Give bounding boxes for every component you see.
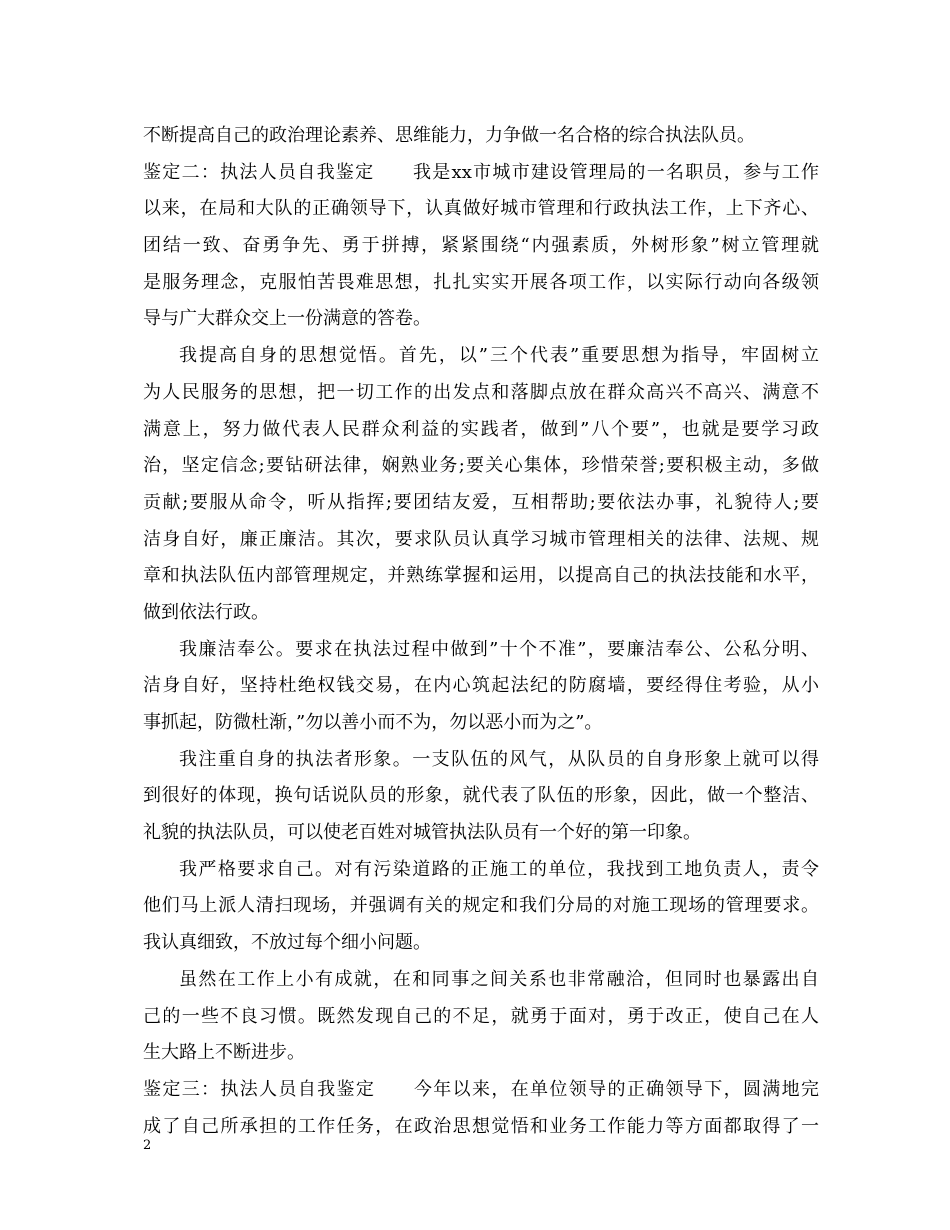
text-line: 虽然在工作上小有成就，在和同事之间关系也非常融洽，但同时也暴露出自 bbox=[179, 968, 819, 990]
text-line: 成了自己所承担的工作任务，在政治思想觉悟和业务工作能力等方面都取得了一 bbox=[143, 1115, 819, 1137]
text-line: 我严格要求自己。对有污染道路的正施工的单位，我找到工地负责人，责令 bbox=[179, 858, 819, 880]
text-line: 章和执法队伍内部管理规定，并熟练掌握和运用，以提高自己的执法技能和水平， bbox=[143, 565, 819, 587]
text-line: 是服务理念，克服怕苦畏难思想，扎扎实实开展各项工作，以实际行动向各级领 bbox=[143, 271, 819, 293]
text-line: 我廉洁奉公。要求在执法过程中做到”十个不准”，要廉洁奉公、公私分明、 bbox=[179, 638, 819, 660]
text-line: 治，坚定信念;要钻研法律，娴熟业务;要关心集体，珍惜荣誉;要积极主动，多做 bbox=[143, 455, 819, 477]
text-line: 做到依法行政。 bbox=[143, 601, 269, 623]
text-line: 满意上，努力做代表人民群众利益的实践者，做到”八个要”，也就是要学习政 bbox=[143, 418, 819, 440]
text-line: 鉴定三：执法人员自我鉴定 今年以来，在单位领导的正确领导下，圆满地完 bbox=[143, 1078, 819, 1100]
text-line: 他们马上派人清扫现场，并强调有关的规定和我们分局的对施工现场的管理要求。 bbox=[143, 895, 819, 917]
text-line: 我注重自身的执法者形象。一支队伍的风气，从队员的自身形象上就可以得 bbox=[179, 748, 819, 770]
text-line: 洁身自好，坚持杜绝权钱交易，在内心筑起法纪的防腐墙，要经得住考验，从小 bbox=[143, 675, 819, 697]
text-line: 事抓起，防微杜渐，”勿以善小而不为，勿以恶小而为之”。 bbox=[143, 712, 603, 733]
text-line: 生大路上不断进步。 bbox=[143, 1042, 305, 1064]
text-line: 鉴定二：执法人员自我鉴定 我是xx市城市建设管理局的一名职员，参与工作 bbox=[143, 161, 819, 183]
text-line: 礼貌的执法队员，可以使老百姓对城管执法队员有一个好的第一印象。 bbox=[143, 822, 701, 844]
body-text bbox=[143, 118, 819, 1145]
text-line: 己的一些不良习惯。既然发现自己的不足，就勇于面对，勇于改正，使自己在人 bbox=[143, 1005, 819, 1027]
text-line: 我提高自身的思想觉悟。首先，以”三个代表”重要思想为指导，牢固树立 bbox=[179, 345, 819, 367]
text-line: 贡献;要服从命令，听从指挥;要团结友爱，互相帮助;要依法办事，礼貌待人;要 bbox=[143, 491, 819, 513]
text-line: 不断提高自己的政治理论素养、思维能力，力争做一名合格的综合执法队员。 bbox=[143, 125, 755, 146]
page-number: 2 bbox=[143, 1138, 152, 1153]
text-line: 团结一致、奋勇争先、勇于拼搏，紧紧围绕“内强素质，外树形象”树立管理就 bbox=[143, 235, 819, 257]
text-line: 我认真细致，不放过每个细小问题。 bbox=[143, 932, 431, 954]
text-line: 到很好的体现，换句话说队员的形象，就代表了队伍的形象，因此，做一个整洁、 bbox=[143, 785, 819, 807]
text-line: 为人民服务的思想，把一切工作的出发点和落脚点放在群众高兴不高兴、满意不 bbox=[143, 381, 819, 403]
text-line: 以来，在局和大队的正确领导下，认真做好城市管理和行政执法工作，上下齐心、 bbox=[143, 198, 819, 220]
text-line: 导与广大群众交上一份满意的答卷。 bbox=[143, 308, 431, 330]
text-line: 洁身自好，廉正廉洁。其次，要求队员认真学习城市管理相关的法律、法规、规 bbox=[143, 528, 819, 550]
